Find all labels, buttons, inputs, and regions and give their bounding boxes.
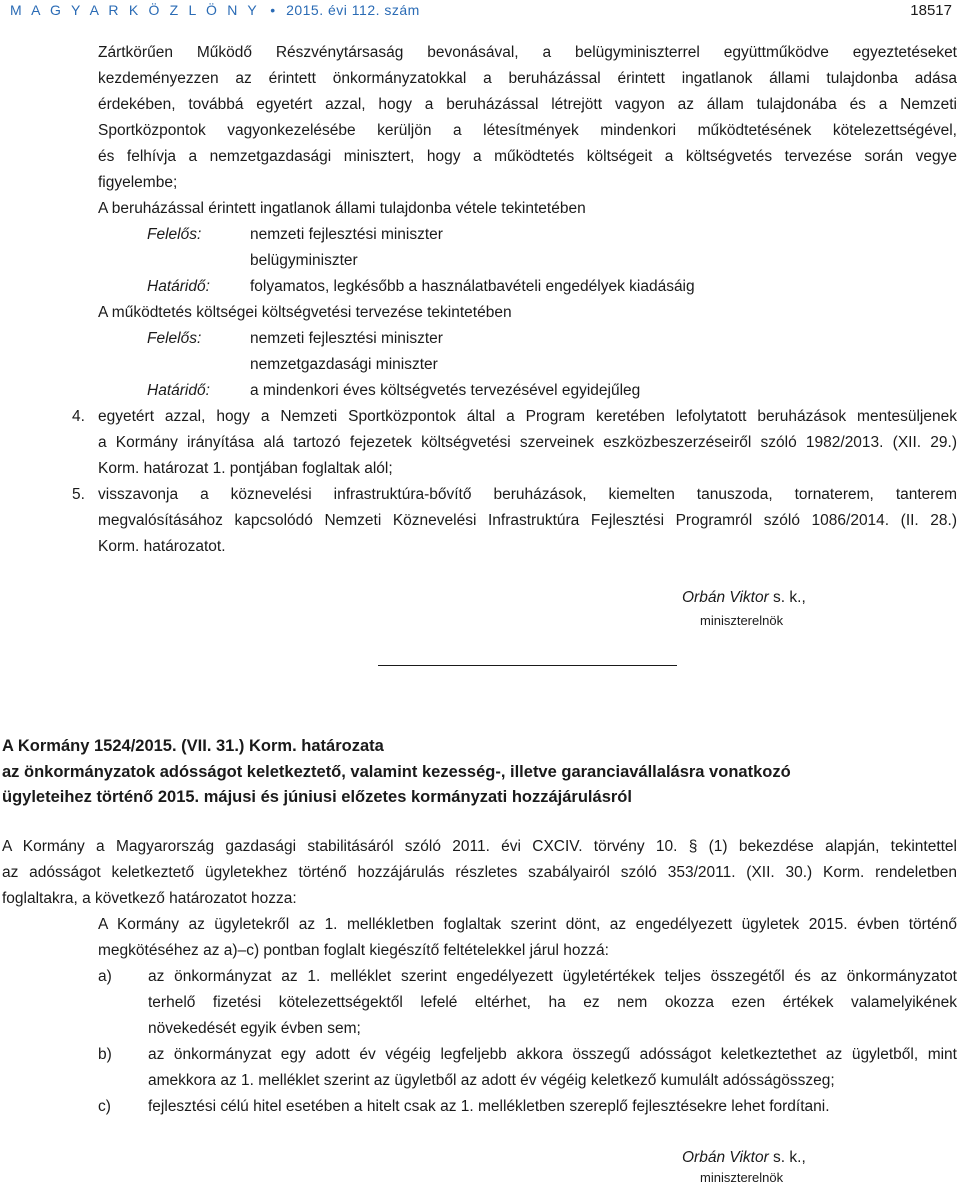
item-line: visszavonja a köznevelési infrastruktúra-bővítő beruházások, kiemelten tanuszoda, tornaterem, tanterem xyxy=(98,486,957,503)
paragraph-line: és felhívja a nemzetgazdasági minisztert, hogy a működtetés költségeit a költségvetés tervezése során vegye xyxy=(98,148,957,165)
felelos-label: Felelős: xyxy=(147,226,202,243)
signatory-suffix: s. k., xyxy=(768,1149,806,1166)
item-line: egyetért azzal, hogy a Nemzeti Sportközpontok által a Program keretében lefolytatott beruházások mentesüljenek xyxy=(98,408,957,425)
decision-title-line: az önkormányzatok adósságot keletkeztető, valamint kezesség-, illetve garanciavállalásra vonatkozó xyxy=(2,763,791,781)
section-divider xyxy=(378,665,677,666)
point-label: b) xyxy=(98,1046,112,1063)
main-line: megkötéséhez az a)–c) pontban foglalt kiegészítő feltételekkel járul hozzá: xyxy=(98,942,609,959)
point-line: fejlesztési célú hitel esetében a hitelt csak az 1. mellékletben szereplő fejlesztésekre lehet fordítani. xyxy=(148,1098,830,1115)
signatory xyxy=(682,1148,806,1168)
item-line: a Kormány irányítása alá tartozó fejezetek költségvetési szerveinek eszközbeszerzéseiről szóló 1982/2013. (XII. 29.) xyxy=(98,434,957,451)
decision-title-line: ügyleteihez történő 2015. májusi és júniusi előzetes kormányzati hozzájárulásról xyxy=(2,788,632,806)
point-line: az önkormányzat egy adott év végéig legfeljebb akkora összegű adósságot keletkeztethet az ügyletből, mint xyxy=(148,1046,957,1063)
responsible-party: belügyminiszter xyxy=(250,252,358,269)
header-left xyxy=(10,2,420,18)
responsibility-heading: A működtetés költségei költségvetési tervezése tekintetében xyxy=(98,304,512,321)
point-line: amekkora az 1. melléklet szerint az ügyletből az adott év végéig keletkező kumulált adósságösszeg; xyxy=(148,1072,835,1089)
responsible-party: nemzetgazdasági miniszter xyxy=(250,356,438,373)
signatory-title: miniszterelnök xyxy=(700,613,784,628)
page-number: 18517 xyxy=(910,2,952,19)
deadline-value: a mindenkori éves költségvetés tervezésével egyidejűleg xyxy=(250,382,641,399)
paragraph-line: kezdeményezzen az érintett önkormányzatokkal a beruházással érintett ingatlanok állami tulajdonba adása xyxy=(98,70,957,87)
signatory-suffix: s. k., xyxy=(768,589,806,606)
signatory-name: Orbán Viktor xyxy=(682,589,769,606)
hatarido-label: Határidő: xyxy=(147,278,210,295)
point-line: az önkormányzat az 1. melléklet szerint engedélyezett ügyletértékek teljes összegétől és az önkormányzatot xyxy=(148,968,957,985)
point-label: c) xyxy=(98,1098,111,1115)
item-number: 5. xyxy=(72,486,85,503)
issue-number: 2015. évi 112. szám xyxy=(286,2,420,18)
signatory-name: Orbán Viktor xyxy=(682,1149,769,1166)
deadline-value: folyamatos, legkésőbb a használatbavételi engedélyek kiadásáig xyxy=(250,278,695,295)
intro-line: foglaltakra, a következő határozatot hozza: xyxy=(2,890,297,907)
point-line: terhelő fizetési kötelezettségektől lefelé eltérhet, ha ez nem okozza ezen értékek valamelyikének xyxy=(148,994,957,1011)
signatory xyxy=(682,588,806,608)
decision-title-line: A Kormány 1524/2015. (VII. 31.) Korm. határozata xyxy=(2,737,384,755)
paragraph-line: Zártkörűen Működő Részvénytársaság bevonásával, a belügyminiszterrel együttműködve egyeztetéseket xyxy=(98,44,957,61)
item-line: Korm. határozat 1. pontjában foglaltak alól; xyxy=(98,460,393,477)
main-line: A Kormány az ügyletekről az 1. mellékletben foglaltak szerint dönt, az engedélyezett ügyletek 2015. évben történő xyxy=(98,916,957,933)
running-header xyxy=(10,2,952,22)
item-number: 4. xyxy=(72,408,85,425)
signatory-title: miniszterelnök xyxy=(700,1170,784,1185)
header-bullet: • xyxy=(270,2,276,18)
paragraph-line: Sportközpontok vagyonkezelésébe kerüljön a létesítmények mindenkori működtetésének kötelezettségével, xyxy=(98,122,957,139)
point-line: növekedését egyik évben sem; xyxy=(148,1020,361,1037)
felelos-label: Felelős: xyxy=(147,330,202,347)
item-line: megvalósításához kapcsolódó Nemzeti Köznevelési Infrastruktúra Fejlesztési Programról szóló 1086/2014. (II. 28.) xyxy=(98,512,957,529)
paragraph-line: figyelembe; xyxy=(98,174,178,191)
hatarido-label: Határidő: xyxy=(147,382,210,399)
point-label: a) xyxy=(98,968,112,985)
publication-name: M A G Y A R K Ö Z L Ö N Y xyxy=(10,2,260,18)
responsibility-heading: A beruházással érintett ingatlanok állami tulajdonba vétele tekintetében xyxy=(98,200,586,217)
responsible-party: nemzeti fejlesztési miniszter xyxy=(250,330,443,347)
intro-line: A Kormány a Magyarország gazdasági stabilitásáról szóló 2011. évi CXCIV. törvény 10. § (1) bekezdése alapján, tekintettel xyxy=(2,838,957,855)
responsible-party: nemzeti fejlesztési miniszter xyxy=(250,226,443,243)
paragraph-line: érdekében, továbbá egyetért azzal, hogy a beruházással létrejött vagyon az állam tulajdonába és a Nemzeti xyxy=(98,96,957,113)
intro-line: az adósságot keletkeztető ügyletekhez történő hozzájárulás részletes szabályairól szóló 353/2011. (XII. 30.) Korm. rendeletben xyxy=(2,864,957,881)
item-line: Korm. határozatot. xyxy=(98,538,226,555)
